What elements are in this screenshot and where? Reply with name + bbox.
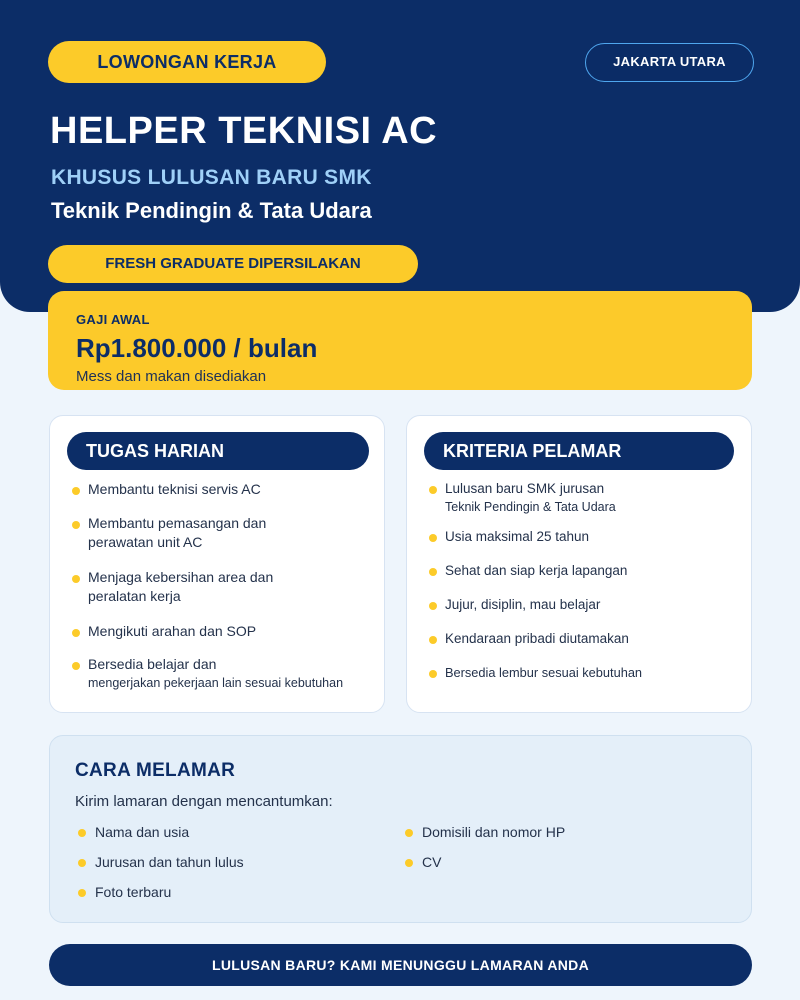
location-badge: JAKARTA UTARA	[585, 43, 754, 82]
list-item: Bersedia belajar dan mengerjakan pekerjaan lain sesuai kebutuhan	[88, 655, 366, 693]
list-item: Foto terbaru	[95, 884, 171, 900]
job-subtitle: KHUSUS LULUSAN BARU SMK	[51, 166, 372, 189]
how-to-apply-intro: Kirim lamaran dengan mencantumkan:	[75, 793, 333, 810]
job-title: HELPER TEKNISI AC	[50, 110, 438, 152]
salary-card	[48, 291, 752, 390]
how-to-apply-heading: CARA MELAMAR	[75, 760, 236, 781]
list-item: Jujur, disiplin, mau belajar	[445, 595, 733, 614]
list-item: Lulusan baru SMK jurusan Teknik Pendingin & Tata Udara	[445, 479, 733, 517]
list-item: Nama dan usia	[95, 824, 189, 840]
bullet-icon	[72, 575, 80, 583]
bullet-icon	[405, 859, 413, 867]
list-item: Jurusan dan tahun lulus	[95, 854, 244, 870]
fresh-graduate-tag: FRESH GRADUATE DIPERSILAKAN	[48, 245, 418, 283]
how-to-apply-card	[49, 735, 752, 923]
criteria-heading: KRITERIA PELAMAR	[424, 432, 734, 470]
bullet-icon	[78, 889, 86, 897]
list-item: Usia maksimal 25 tahun	[445, 527, 733, 546]
salary-value: Rp1.800.000 / bulan	[76, 333, 318, 363]
bullet-icon	[429, 486, 437, 494]
bullet-icon	[429, 602, 437, 610]
daily-tasks-heading: TUGAS HARIAN	[67, 432, 369, 470]
bullet-icon	[72, 521, 80, 529]
list-item: Mengikuti arahan dan SOP	[88, 622, 366, 641]
bullet-icon	[78, 829, 86, 837]
job-major: Teknik Pendingin & Tata Udara	[51, 198, 372, 223]
list-item: Domisili dan nomor HP	[422, 824, 565, 840]
bullet-icon	[429, 636, 437, 644]
bullet-icon	[78, 859, 86, 867]
list-item: Menjaga kebersihan area dan peralatan kerja	[88, 568, 366, 606]
daily-tasks-card	[49, 415, 385, 713]
bullet-icon	[405, 829, 413, 837]
bullet-icon	[429, 534, 437, 542]
list-item: Membantu teknisi servis AC	[88, 480, 366, 499]
bullet-icon	[429, 568, 437, 576]
job-vacancy-tag: LOWONGAN KERJA	[48, 41, 326, 83]
salary-note: Mess dan makan disediakan	[76, 368, 267, 385]
list-item: CV	[422, 854, 441, 870]
list-item: Bersedia lembur sesuai kebutuhan	[445, 663, 733, 682]
list-item: Kendaraan pribadi diutamakan	[445, 629, 733, 648]
footer-banner: LULUSAN BARU? KAMI MENUNGGU LAMARAN ANDA	[49, 944, 752, 986]
bullet-icon	[429, 670, 437, 678]
salary-label: GAJI AWAL	[76, 312, 150, 327]
list-item: Sehat dan siap kerja lapangan	[445, 561, 733, 580]
list-item: Membantu pemasangan dan perawatan unit AC	[88, 514, 366, 552]
bullet-icon	[72, 629, 80, 637]
criteria-card	[406, 415, 752, 713]
bullet-icon	[72, 487, 80, 495]
bullet-icon	[72, 662, 80, 670]
